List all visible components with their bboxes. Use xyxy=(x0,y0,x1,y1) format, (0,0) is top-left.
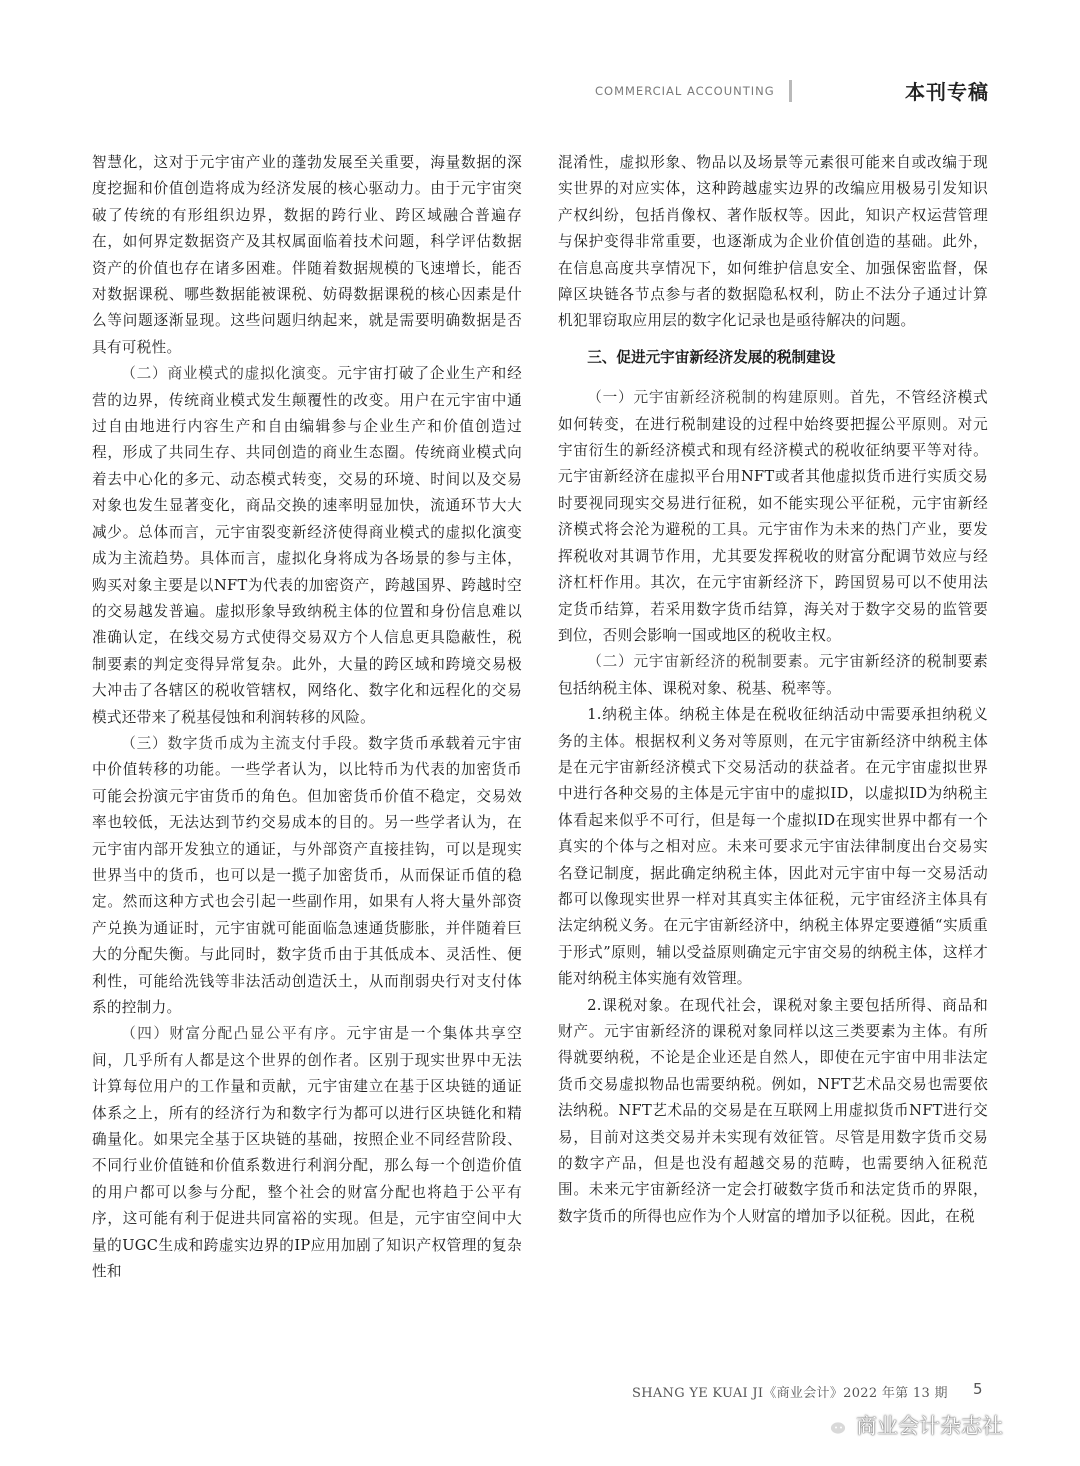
body-paragraph xyxy=(92,731,522,1021)
subsection-lead: （二）元宇宙新经济的税制要素。 xyxy=(587,653,819,671)
body-paragraph: 1.纳税主体。纳税主体是在税收征纳活动中需要承担纳税义务的主体。根据权利义务对等原则，在元宇宙新经济中纳税主体是在元宇宙新经济模式下交易活动的获益者。在元宇宙虚拟世界中进行各种交易的主体是元宇宙中的虚拟ID，以虚拟ID为纳税主体看起来似乎不可行，但是每一个虚拟ID在现实世界中都有一个真实的个体与之相对应。未来可要求元宇宙法律制度出台交易实名登记制度，据此确定纳税主体，因此对元宇宙中每一交易活动都可以像现实世界一样对其真实主体征税，元宇宙经济主体具有法定纳税义务。在元宇宙新经济中，纳税主体界定要遵循“实质重于形式”原则，辅以受益原则确定元宇宙交易的纳税主体，这样才能对纳税主体实施有效管理。 xyxy=(558,706,988,988)
footer-journal-info: SHANG YE KUAI JI《商业会计》2022 年第 13 期 xyxy=(632,1386,948,1401)
paragraph-text: 元宇宙打破了企业生产和经营的边界，传统商业模式发生颠覆性的改变。用户在元宇宙中通过自由地进行内容生产和自由编辑参与企业生产和价值创造过程，形成了共同生存、共同创造的商业生态圈。传统商业模式向着去中心化的多元、动态模式转变，交易的环境、时间以及交易对象也发生显著变化，商品交换的速率明显加快，流通环节大大减少。总体而言，元宇宙裂变新经济使得商业模式的虚拟化演变成为主流趋势。具体而言，虚拟化身将成为各场景的参与主体，购买对象主要是以NFT为代表的加密资产，跨越国界、跨越时空的交易越发普遍。虚拟形象导致纳税主体的位置和身份信息难以准确认定，在线交易方式使得交易双方个人信息更具隐蔽性，税制要素的判定变得异常复杂。此外，大量的跨区域和跨境交易极大冲击了各辖区的税收管辖权，网络化、数字化和远程化的交易模式还带来了税基侵蚀和利润转移的风险。 xyxy=(92,365,522,726)
paragraph-text: 首先，不管经济模式如何转变，在进行税制建设的过程中始终要把握公平原则。对元宇宙衍生的新经济模式和现有经济模式的税收征纳要平等对待。元宇宙新经济在虚拟平台用NFT或者其他虚拟货币进行实质交易时要视同现实交易进行征税，如不能实现公平征税，元宇宙新经济模式将会沦为避税的工具。元宇宙作为未来的热门产业，要发挥税收对其调节作用，尤其要发挥税收的财富分配调节效应与经济杠杆作用。其次，在元宇宙新经济下，跨国贸易可以不使用法定货币结算，若采用数字货币结算，海关对于数字交易的监管要到位，否则会影响一国或地区的税收主权。 xyxy=(558,389,988,644)
wechat-icon xyxy=(820,1413,848,1437)
body-paragraph: 2.课税对象。在现代社会，课税对象主要包括所得、商品和财产。元宇宙新经济的课税对象同样以这三类要素为主体。有所得就要纳税，不论是企业还是自然人，即使在元宇宙中用非法定货币交易虚拟物品也需要纳税。例如，NFT艺术品交易也需要依法纳税。NFT艺术品的交易是在互联网上用虚拟货币NFT进行交易，目前对这类交易并未实现有效征管。尽管是用数字货币交易的数字产品，但是也没有超越交易的范畴，也需要纳入征税范围。未来元宇宙新经济一定会打破数字货币和法定货币的界限，数字货币的所得也应作为个人财富的增加予以征税。因此，在税 xyxy=(558,996,988,1225)
paragraph-text: 元宇宙是一个集体共享空间，几乎所有人都是这个世界的创作者。区别于现实世界中无法计算每位用户的工作量和贡献，元宇宙建立在基于区块链的通证体系之上，所有的经济行为和数字行为都可以进行区块链化和精确量化。如果完全基于区块链的基础，按照企业不同经营阶段、不同行业价值链和价值系数进行利润分配，那么每一个创造价值的用户都可以参与分配，整个社会的财富分配也将趋于公平有序，这可能有利于促进共同富裕的实现。但是，元宇宙空间中大量的UGC生成和跨虚实边界的IP应用加剧了知识产权管理的复杂性和 xyxy=(92,1025,523,1281)
paragraph-text: 数字货币承载着元宇宙中价值转移的功能。一些学者认为，以比特币为代表的加密货币可能会扮演元宇宙货币的角色。但加密货币价值不稳定，交易效率也较低，无法达到节约交易成本的目的。另一些学者认为，在元宇宙内部开发独立的通证，与外部资产直接挂钩，可以是现实世界当中的货币，也可以是一揽子加密货币，从而保证币值的稳定。然而这种方式也会引起一些副作用，如果有人将大量外部资产兑换为通证时，元宇宙就可能面临急速通货膨胀，并伴随着巨大的分配失衡。与此同时，数字货币由于其低成本、灵活性、便利性，可能给洗钱等非法活动创造沃土，从而削弱央行对支付体系的控制力。 xyxy=(92,734,522,1016)
subsection-lead: （四）财富分配凸显公平有序。 xyxy=(121,1025,347,1043)
body-paragraph xyxy=(558,385,988,649)
body-paragraph: 混淆性，虚拟形象、物品以及场景等元素很可能来自或改编于现实世界的对应实体，这种跨越虚实边界的改编应用极易引发知识产权纠纷，包括肖像权、著作版权等。因此，知识产权运营管理与保护变得非常重要，也逐渐成为企业价值创造的基础。此外，在信息高度共享情况下，如何维护信息安全、加强保密监督，保障区块链各节点参与者的数据隐私权利，防止不法分子通过计算机犯罪窃取应用层的数字化记录也是亟待解决的问题。 xyxy=(558,154,988,330)
subsection-lead: （一）元宇宙新经济税制的构建原则。 xyxy=(587,389,850,407)
body-paragraph: 智慧化，这对于元宇宙产业的蓬勃发展至关重要，海量数据的深度挖掘和价值创造将成为经济发展的核心驱动力。由于元宇宙突破了传统的有形组织边界，数据的跨行业、跨区域融合普遍存在，如何界定数据资产及其权属面临着技术问题，科学评估数据资产的价值也存在诸多困难。伴随着数据规模的飞速增长，能否对数据课税、哪些数据能被课税、妨碍数据课税的核心因素是什么等问题逐渐显现。这些问题归纳起来，就是需要明确数据是否具有可税性。 xyxy=(92,154,522,356)
subsection-lead: （三）数字货币成为主流支付手段。 xyxy=(121,734,369,752)
header-section-cn: 本刊专稿 xyxy=(905,80,989,104)
header-section-en: COMMERCIAL ACCOUNTING xyxy=(595,84,775,98)
watermark-text: 商业会计杂志社 xyxy=(856,1414,1003,1438)
page-number: 5 xyxy=(973,1380,983,1398)
paragraph-text: 元宇宙新经济的税制要素包括纳税主体、课税对象、税基、税率等。 xyxy=(558,653,988,697)
header-divider xyxy=(789,80,792,102)
body-paragraph xyxy=(558,649,988,702)
wechat-watermark xyxy=(820,1410,1003,1440)
right-column xyxy=(558,150,988,1230)
subsection-lead: （二）商业模式的虚拟化演变。 xyxy=(121,365,338,383)
body-paragraph xyxy=(92,361,522,731)
body-paragraph xyxy=(92,1021,522,1285)
left-column xyxy=(92,150,522,1285)
section-heading: 三、促进元宇宙新经济发展的税制建设 xyxy=(587,348,836,366)
